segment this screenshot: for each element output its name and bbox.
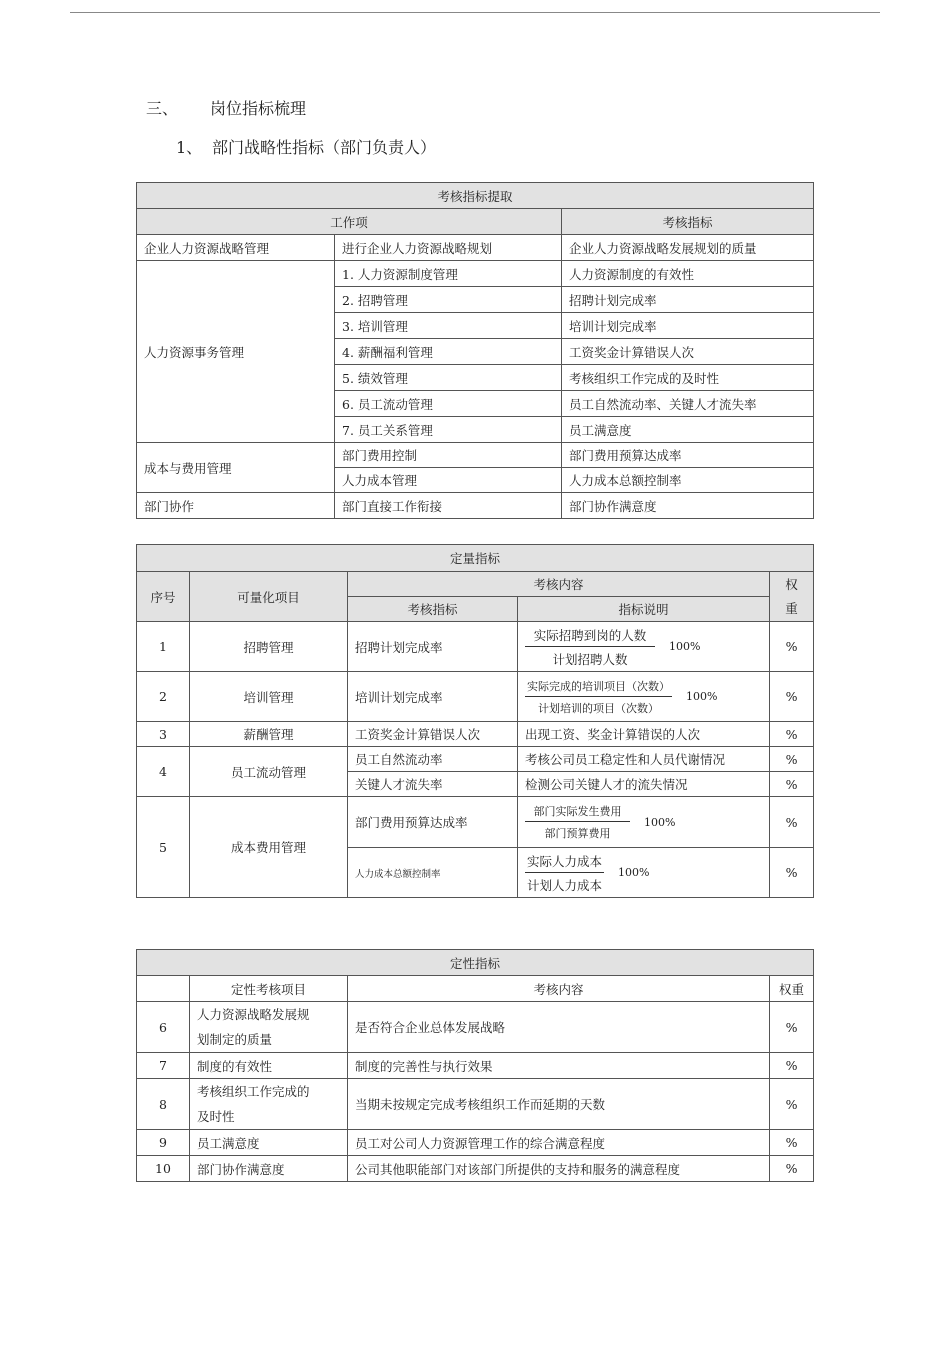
desc-cell: 考核公司员工稳定性和人员代谢情况 (518, 747, 770, 772)
weight-cell: % (770, 722, 814, 747)
content-cell: 是否符合企业总体发展战略 (348, 1002, 770, 1053)
metric-cell: 人力成本总额控制率 (562, 468, 814, 493)
row-number: 5 (137, 797, 190, 898)
work-cell: 1. 人力资源制度管理 (335, 261, 562, 287)
table-row (137, 1079, 814, 1130)
weight-cell: % (770, 1053, 814, 1079)
metric-cell: 工资奖金计算错误人次 (348, 722, 518, 747)
metric-cell: 关键人才流失率 (348, 772, 518, 797)
formula-cell (518, 797, 770, 848)
metric-cell: 人力成本总额控制率 (348, 848, 518, 898)
item-cell: 薪酬管理 (190, 722, 348, 747)
table-title: 定量指标 (137, 545, 814, 572)
numerator: 实际招聘到岗的人数 (533, 627, 647, 643)
denominator: 部门预算费用 (544, 827, 611, 840)
category-cell: 人力资源事务管理 (137, 261, 335, 443)
metric-cell: 企业人力资源战略发展规划的质量 (562, 235, 814, 261)
work-cell: 7. 员工关系管理 (335, 417, 562, 443)
weight-cell: % (770, 1079, 814, 1130)
fraction-formula (525, 852, 649, 894)
table-title: 定性指标 (137, 950, 814, 976)
weight-cell: % (770, 797, 814, 848)
work-cell: 部门直接工作衔接 (335, 493, 562, 519)
item-cell: 员工满意度 (190, 1130, 348, 1156)
metric-cell: 工资奖金计算错误人次 (562, 339, 814, 365)
row-number: 4 (137, 747, 190, 797)
section-title: 岗位指标梳理 (210, 99, 307, 118)
work-cell: 5. 绩效管理 (335, 365, 562, 391)
item-cell: 培训管理 (190, 672, 348, 722)
metric-cell: 部门费用预算达成率 (562, 443, 814, 468)
category-cell: 成本与费用管理 (137, 443, 335, 493)
work-cell: 2. 招聘管理 (335, 287, 562, 313)
item-cell: 成本费用管理 (190, 797, 348, 898)
subsection-title: 部门战略性指标（部门负责人） (212, 138, 437, 157)
row-number: 1 (137, 622, 190, 672)
numerator: 实际人力成本 (527, 853, 603, 869)
column-header-desc: 指标说明 (518, 597, 770, 622)
metric-cell: 部门协作满意度 (562, 493, 814, 519)
column-header-item: 定性考核项目 (190, 976, 348, 1002)
weight-cell: % (770, 747, 814, 772)
extraction-table (136, 182, 814, 519)
table-row (137, 261, 814, 287)
denominator: 计划招聘人数 (552, 651, 628, 667)
content-cell: 当期未按规定完成考核组织工作而延期的天数 (348, 1079, 770, 1130)
metric-cell: 招聘计划完成率 (562, 287, 814, 313)
quantitative-table (136, 544, 814, 898)
weight-header-line-2: 重 (785, 600, 798, 616)
desc-cell: 检测公司关键人才的流失情况 (518, 772, 770, 797)
column-header-no (137, 976, 190, 1002)
weight-cell: % (770, 672, 814, 722)
row-number: 6 (137, 1002, 190, 1053)
item-cell (190, 1079, 348, 1130)
formula-cell (518, 672, 770, 722)
denominator: 计划人力成本 (527, 877, 603, 893)
column-header-content: 考核内容 (348, 572, 770, 597)
table-row (137, 493, 814, 519)
weight-cell: % (770, 1002, 814, 1053)
weight-cell: % (770, 622, 814, 672)
item-cell: 员工流动管理 (190, 747, 348, 797)
subsection-number: 1、 (176, 138, 203, 157)
metric-cell: 培训计划完成率 (562, 313, 814, 339)
row-number: 2 (137, 672, 190, 722)
metric-cell: 员工自然流动率 (348, 747, 518, 772)
percent-factor: 100% (686, 690, 718, 703)
section-number: 三、 (146, 99, 179, 118)
percent-factor: 100% (618, 866, 650, 879)
work-cell: 部门费用控制 (335, 443, 562, 468)
subsection-heading (176, 135, 437, 158)
weight-cell: % (770, 1156, 814, 1182)
table-row (137, 1053, 814, 1079)
work-cell: 4. 薪酬福利管理 (335, 339, 562, 365)
weight-cell: % (770, 772, 814, 797)
column-header-item: 可量化项目 (190, 572, 348, 622)
formula-cell (518, 848, 770, 898)
desc-cell: 出现工资、奖金计算错误的人次 (518, 722, 770, 747)
metric-cell: 部门费用预算达成率 (348, 797, 518, 848)
qualitative-table (136, 949, 814, 1182)
category-cell: 部门协作 (137, 493, 335, 519)
percent-factor: 100% (669, 640, 701, 653)
item-cell: 部门协作满意度 (190, 1156, 348, 1182)
numerator: 实际完成的培训项目（次数） (527, 679, 670, 693)
column-header-content: 考核内容 (348, 976, 770, 1002)
table-row (137, 1156, 814, 1182)
column-header-weight (770, 572, 814, 622)
table-row (137, 747, 814, 772)
metric-cell: 考核组织工作完成的及时性 (562, 365, 814, 391)
table-row (137, 722, 814, 747)
column-header-metric: 考核指标 (348, 597, 518, 622)
weight-cell: % (770, 1130, 814, 1156)
content-cell: 公司其他职能部门对该部门所提供的支持和服务的满意程度 (348, 1156, 770, 1182)
item-cell: 制度的有效性 (190, 1053, 348, 1079)
table-row (137, 1002, 814, 1053)
column-header-metric: 考核指标 (562, 209, 814, 235)
category-cell: 企业人力资源战略管理 (137, 235, 335, 261)
work-cell: 3. 培训管理 (335, 313, 562, 339)
table-title: 考核指标提取 (137, 183, 814, 209)
row-number: 3 (137, 722, 190, 747)
formula-cell (518, 622, 770, 672)
table-row (137, 443, 814, 468)
table-row (137, 622, 814, 672)
item-line-2: 及时性 (197, 1109, 235, 1124)
table-row (137, 235, 814, 261)
column-header-no: 序号 (137, 572, 190, 622)
table-row (137, 797, 814, 848)
column-header-weight: 权重 (770, 976, 814, 1002)
column-header-work: 工作项 (137, 209, 562, 235)
metric-cell: 员工自然流动率、关键人才流失率 (562, 391, 814, 417)
work-cell: 进行企业人力资源战略规划 (335, 235, 562, 261)
section-heading (146, 96, 307, 119)
percent-factor: 100% (644, 815, 676, 829)
fraction-formula (525, 626, 700, 668)
weight-cell: % (770, 848, 814, 898)
item-cell: 招聘管理 (190, 622, 348, 672)
content-cell: 制度的完善性与执行效果 (348, 1053, 770, 1079)
item-line-1: 人力资源战略发展规 (197, 1007, 310, 1022)
fraction-formula (525, 803, 675, 841)
content-cell: 员工对公司人力资源管理工作的综合满意程度 (348, 1130, 770, 1156)
row-number: 10 (137, 1156, 190, 1182)
item-cell (190, 1002, 348, 1053)
numerator: 部门实际发生费用 (533, 805, 622, 818)
fraction-formula (525, 678, 717, 716)
header-rule (70, 12, 880, 13)
row-number: 8 (137, 1079, 190, 1130)
denominator: 计划培训的项目（次数） (538, 701, 659, 715)
work-cell: 人力成本管理 (335, 468, 562, 493)
item-line-1: 考核组织工作完成的 (197, 1084, 310, 1099)
work-cell: 6. 员工流动管理 (335, 391, 562, 417)
item-line-2: 划制定的质量 (197, 1032, 273, 1047)
metric-cell: 人力资源制度的有效性 (562, 261, 814, 287)
row-number: 7 (137, 1053, 190, 1079)
table-row (137, 672, 814, 722)
weight-header-line-1: 权 (785, 576, 798, 592)
row-number: 9 (137, 1130, 190, 1156)
table-row (137, 1130, 814, 1156)
metric-cell: 培训计划完成率 (348, 672, 518, 722)
metric-cell: 员工满意度 (562, 417, 814, 443)
metric-cell: 招聘计划完成率 (348, 622, 518, 672)
